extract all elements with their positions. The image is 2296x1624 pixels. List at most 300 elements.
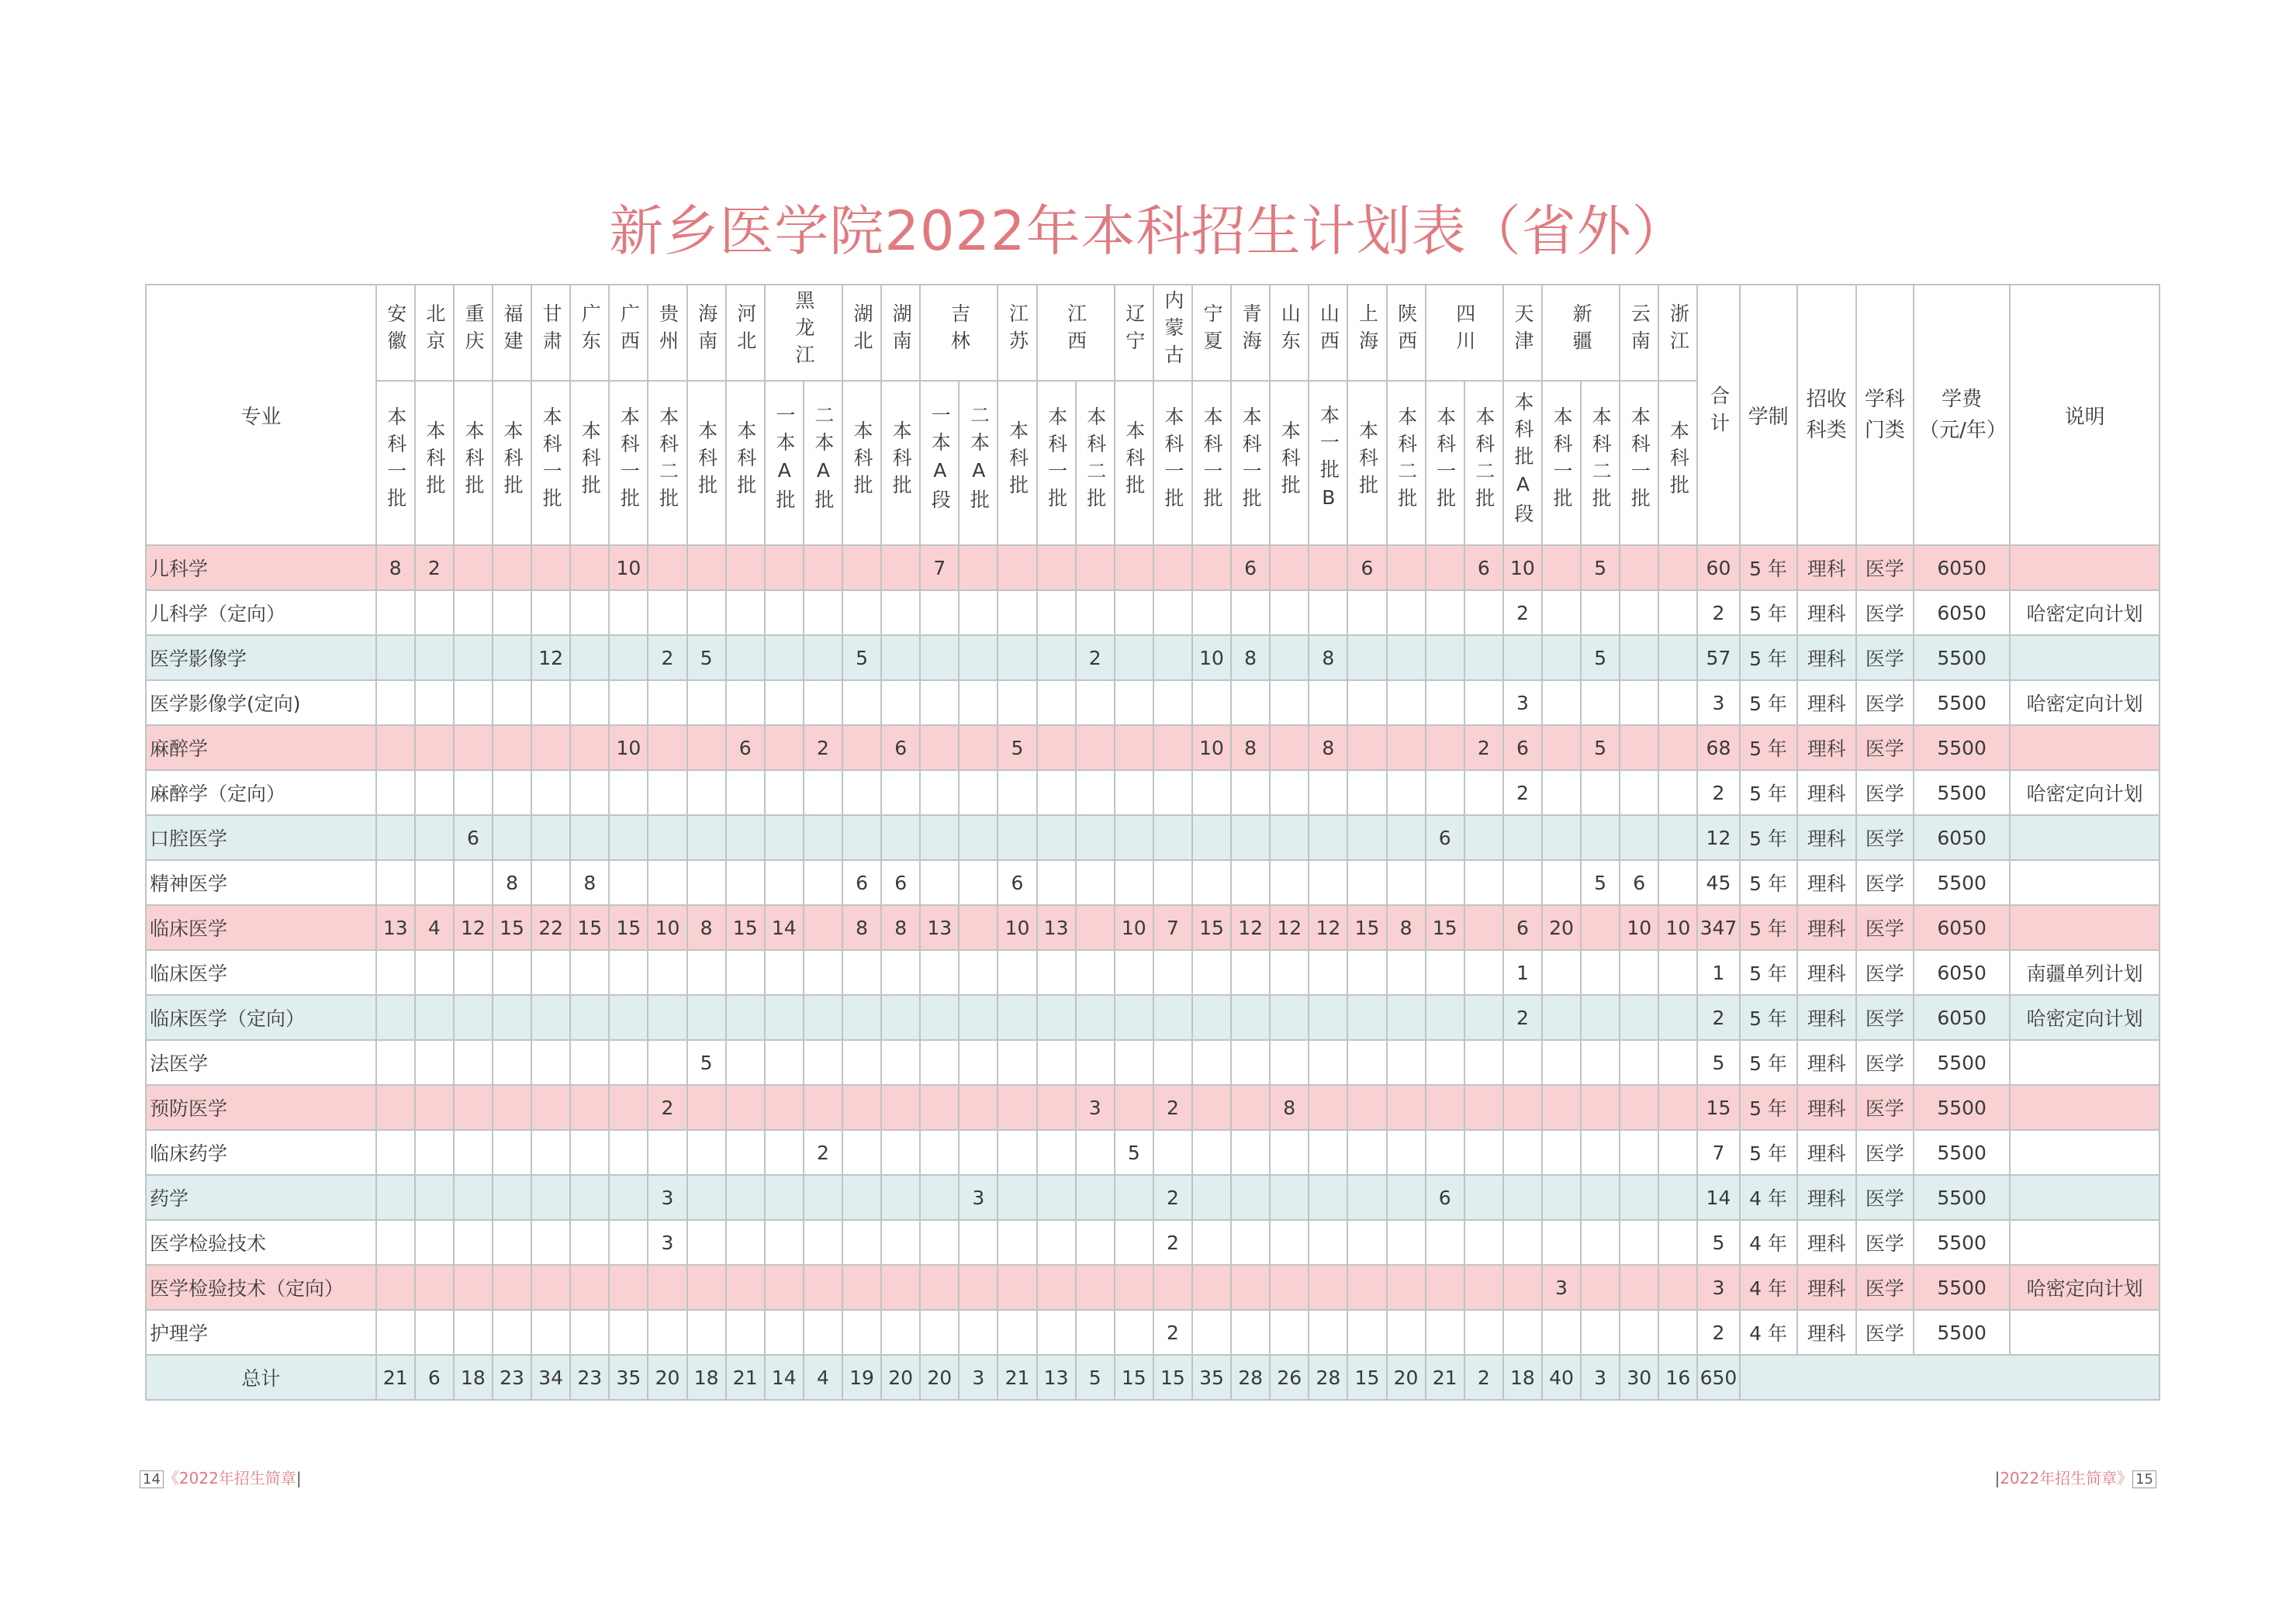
cell-count — [531, 1220, 570, 1265]
cell-count — [1076, 545, 1115, 590]
divider: | — [296, 1469, 302, 1488]
cell-major: 医学检验技术（定向） — [146, 1265, 376, 1310]
cell-count — [1387, 1130, 1426, 1175]
cell-discipline: 医学 — [1856, 815, 1914, 860]
cell-count — [804, 860, 842, 905]
cell-count — [920, 1175, 959, 1220]
cell-count: 10 — [1503, 545, 1542, 590]
header-batch — [1037, 381, 1076, 545]
cell-category: 理科 — [1797, 995, 1856, 1040]
cell-count — [531, 545, 570, 590]
batch-name: 本科一批 — [1433, 406, 1457, 515]
cell-count — [959, 725, 998, 770]
cell-count: 2 — [1503, 590, 1542, 635]
arrow-right-icon: 》 — [2117, 1469, 2133, 1488]
cell-count — [1115, 1265, 1153, 1310]
cell-count — [648, 995, 686, 1040]
cell-count — [1037, 590, 1076, 635]
cell-count — [531, 590, 570, 635]
cell-count — [415, 725, 454, 770]
cell-count — [1076, 1040, 1115, 1085]
cell-category: 理科 — [1797, 635, 1856, 680]
batch-name: 本科一批 — [1240, 406, 1263, 515]
cell-province-total: 15 — [1347, 1355, 1386, 1400]
batch-name: 本科批 — [1122, 420, 1146, 502]
header-province — [1270, 285, 1309, 381]
cell-total: 2 — [1697, 590, 1739, 635]
cell-discipline: 医学 — [1856, 770, 1914, 815]
cell-count — [415, 860, 454, 905]
cell-count — [804, 1220, 842, 1265]
cell-major: 麻醉学（定向） — [146, 770, 376, 815]
cell-count: 5 — [687, 1040, 726, 1085]
cell-count — [1037, 545, 1076, 590]
cell-count: 12 — [454, 905, 493, 950]
cell-duration: 5 年 — [1740, 635, 1797, 680]
cell-count — [726, 1175, 765, 1220]
cell-count — [1347, 635, 1386, 680]
cell-count — [415, 1085, 454, 1130]
cell-count — [1037, 680, 1076, 725]
cell-count — [1309, 815, 1347, 860]
cell-count — [376, 770, 415, 815]
page-title: 新乡医学院2022年本科招生计划表（省外） — [609, 199, 1687, 263]
cell-count — [1231, 995, 1270, 1040]
cell-major: 医学检验技术 — [146, 1220, 376, 1265]
cell-category: 理科 — [1797, 1175, 1856, 1220]
cell-count: 8 — [687, 905, 726, 950]
cell-count — [1309, 590, 1347, 635]
cell-count — [765, 1040, 804, 1085]
cell-count — [1542, 860, 1581, 905]
cell-fee: 5500 — [1914, 770, 2010, 815]
cell-count: 5 — [998, 725, 1036, 770]
cell-count — [1542, 1085, 1581, 1130]
batch-name: 本科一批 — [1628, 406, 1651, 515]
cell-province-total: 28 — [1309, 1355, 1347, 1400]
cell-count — [1115, 1220, 1153, 1265]
cell-count — [842, 680, 881, 725]
table-row — [146, 860, 2159, 905]
cell-count — [415, 1265, 454, 1310]
cell-count — [726, 1040, 765, 1085]
cell-major: 口腔医学 — [146, 815, 376, 860]
cell-count: 10 — [1192, 725, 1231, 770]
cell-count — [959, 1085, 998, 1130]
cell-note — [2010, 635, 2159, 680]
cell-count — [415, 1130, 454, 1175]
cell-count — [415, 635, 454, 680]
cell-count: 12 — [1231, 905, 1270, 950]
cell-count — [1270, 1130, 1309, 1175]
cell-duration: 5 年 — [1740, 545, 1797, 590]
batch-name: 本科一批 — [384, 406, 407, 515]
cell-count — [842, 1175, 881, 1220]
cell-count — [765, 1310, 804, 1355]
cell-count — [1231, 1130, 1270, 1175]
cell-total-label: 总计 — [146, 1355, 376, 1400]
cell-count: 8 — [1387, 905, 1426, 950]
cell-count — [1347, 1175, 1386, 1220]
cell-count: 5 — [842, 635, 881, 680]
cell-count — [726, 1265, 765, 1310]
cell-count — [1581, 680, 1620, 725]
cell-count — [1387, 950, 1426, 995]
footer-right — [1994, 1466, 2156, 1488]
cell-count — [765, 995, 804, 1040]
header-province — [1503, 285, 1542, 381]
cell-count — [454, 995, 493, 1040]
cell-count — [1037, 1085, 1076, 1130]
header-batch — [415, 381, 454, 545]
cell-major: 麻醉学 — [146, 725, 376, 770]
cell-count — [920, 1265, 959, 1310]
cell-province-total: 40 — [1542, 1355, 1581, 1400]
cell-count — [376, 635, 415, 680]
cell-province-total: 18 — [687, 1355, 726, 1400]
cell-count — [1037, 1265, 1076, 1310]
cell-count — [1115, 725, 1153, 770]
batch-name: 本科批 — [851, 420, 874, 502]
cell-count — [1426, 725, 1464, 770]
cell-count — [1464, 635, 1503, 680]
header-province — [415, 285, 454, 381]
cell-count — [765, 1265, 804, 1310]
cell-count — [1620, 1175, 1658, 1220]
cell-category: 理科 — [1797, 590, 1856, 635]
cell-fee: 5500 — [1914, 725, 2010, 770]
cell-province-total: 3 — [959, 1355, 998, 1400]
cell-count — [1542, 1175, 1581, 1220]
cell-count: 10 — [609, 545, 648, 590]
cell-count — [609, 1220, 648, 1265]
cell-count — [1658, 590, 1697, 635]
cell-count — [1658, 725, 1697, 770]
cell-count — [1581, 995, 1620, 1040]
cell-count — [648, 725, 686, 770]
table-row — [146, 950, 2159, 995]
header-province — [1426, 285, 1503, 381]
cell-count — [1309, 770, 1347, 815]
cell-count: 15 — [1347, 905, 1386, 950]
cell-count — [998, 1085, 1036, 1130]
header-batch — [1426, 381, 1464, 545]
cell-count — [1192, 590, 1231, 635]
cell-count — [609, 1265, 648, 1310]
cell-count — [842, 950, 881, 995]
cell-count — [1192, 950, 1231, 995]
cell-count: 6 — [454, 815, 493, 860]
table-row — [146, 905, 2159, 950]
cell-count — [493, 1310, 531, 1355]
cell-count: 8 — [570, 860, 609, 905]
province-name: 广西 — [617, 303, 641, 358]
province-name: 福建 — [501, 303, 524, 358]
batch-name: 本科批 — [1356, 420, 1379, 502]
batch-name: 本科二批 — [1589, 406, 1613, 515]
cell-note — [2010, 1085, 2159, 1130]
cell-count — [415, 1220, 454, 1265]
cell-count — [881, 1220, 920, 1265]
cell-count — [493, 635, 531, 680]
cell-count: 15 — [1192, 905, 1231, 950]
cell-count — [1387, 1265, 1426, 1310]
cell-count — [920, 590, 959, 635]
cell-total: 57 — [1697, 635, 1739, 680]
cell-province-total: 19 — [842, 1355, 881, 1400]
cell-count: 2 — [1503, 770, 1542, 815]
cell-count — [998, 635, 1036, 680]
cell-count — [570, 815, 609, 860]
cell-province-total: 13 — [1037, 1355, 1076, 1400]
cell-count — [765, 725, 804, 770]
cell-count — [1231, 1265, 1270, 1310]
cell-discipline: 医学 — [1856, 1130, 1914, 1175]
cell-fee: 5500 — [1914, 635, 2010, 680]
table-row — [146, 680, 2159, 725]
cell-count — [998, 590, 1036, 635]
cell-count — [1542, 770, 1581, 815]
cell-count — [1192, 860, 1231, 905]
batch-name: 本科一批 — [540, 406, 563, 515]
cell-count — [920, 635, 959, 680]
cell-discipline: 医学 — [1856, 545, 1914, 590]
cell-count — [493, 545, 531, 590]
header-province — [1347, 285, 1386, 381]
cell-category: 理科 — [1797, 545, 1856, 590]
cell-count: 6 — [842, 860, 881, 905]
cell-count — [1387, 1175, 1426, 1220]
cell-category: 理科 — [1797, 1310, 1856, 1355]
cell-count — [687, 1265, 726, 1310]
batch-name: 本科二批 — [1084, 406, 1107, 515]
cell-province-total: 21 — [1426, 1355, 1464, 1400]
header-batch — [1309, 381, 1347, 545]
cell-total: 3 — [1697, 680, 1739, 725]
divider: | — [1994, 1469, 2000, 1488]
cell-count — [765, 770, 804, 815]
province-name: 江西 — [1064, 303, 1087, 358]
cell-count — [1037, 1220, 1076, 1265]
cell-count: 15 — [493, 905, 531, 950]
header-discipline — [1856, 285, 1914, 545]
cell-count — [1231, 950, 1270, 995]
cell-count — [920, 815, 959, 860]
cell-province-total: 23 — [493, 1355, 531, 1400]
cell-count — [1076, 1175, 1115, 1220]
cell-count — [1115, 635, 1153, 680]
page-number-right: 15 — [2132, 1470, 2156, 1488]
cell-count — [1542, 950, 1581, 995]
cell-count: 3 — [1076, 1085, 1115, 1130]
table-row — [146, 1265, 2159, 1310]
cell-count — [648, 590, 686, 635]
cell-count — [765, 680, 804, 725]
cell-count: 2 — [1153, 1175, 1192, 1220]
cell-count — [648, 1265, 686, 1310]
cell-count — [1037, 1130, 1076, 1175]
cell-count: 6 — [1347, 545, 1386, 590]
cell-fee: 5500 — [1914, 1220, 2010, 1265]
header-province — [726, 285, 765, 381]
cell-count — [1347, 1220, 1386, 1265]
cell-count — [1270, 860, 1309, 905]
cell-count — [1153, 545, 1192, 590]
cell-count — [687, 770, 726, 815]
cell-count — [1426, 1310, 1464, 1355]
cell-count — [1387, 590, 1426, 635]
cell-duration: 5 年 — [1740, 770, 1797, 815]
cell-count — [415, 815, 454, 860]
cell-count: 12 — [1309, 905, 1347, 950]
table-row — [146, 545, 2159, 590]
header-batch — [570, 381, 609, 545]
header-province — [1192, 285, 1231, 381]
cell-count — [648, 770, 686, 815]
cell-count — [1037, 1040, 1076, 1085]
cell-count — [765, 860, 804, 905]
table-row — [146, 1040, 2159, 1085]
cell-count: 6 — [881, 725, 920, 770]
cell-count — [1658, 635, 1697, 680]
cell-duration: 4 年 — [1740, 1220, 1797, 1265]
cell-count — [842, 725, 881, 770]
cell-count — [1620, 1085, 1658, 1130]
cell-count: 6 — [1464, 545, 1503, 590]
cell-count — [648, 545, 686, 590]
cell-count — [454, 1310, 493, 1355]
cell-count — [1347, 1040, 1386, 1085]
cell-count — [1658, 950, 1697, 995]
cell-count — [1309, 1220, 1347, 1265]
cell-count — [1542, 725, 1581, 770]
cell-count — [1426, 1220, 1464, 1265]
cell-count — [1347, 1085, 1386, 1130]
cell-count — [493, 1220, 531, 1265]
cell-count: 2 — [415, 545, 454, 590]
cell-empty — [1740, 1355, 2159, 1400]
cell-count — [998, 1040, 1036, 1085]
cell-province-total: 23 — [570, 1355, 609, 1400]
cell-count — [804, 1175, 842, 1220]
cell-count — [1658, 680, 1697, 725]
cell-count — [454, 1220, 493, 1265]
cell-count — [1309, 545, 1347, 590]
cell-discipline: 医学 — [1856, 1040, 1914, 1085]
header-province — [998, 285, 1036, 381]
table-row — [146, 995, 2159, 1040]
cell-count — [842, 815, 881, 860]
cell-count — [570, 950, 609, 995]
cell-count — [1503, 1040, 1542, 1085]
cell-province-total: 28 — [1231, 1355, 1270, 1400]
cell-count — [687, 1175, 726, 1220]
cell-count — [804, 905, 842, 950]
header-discipline-label: 学科门类 — [1864, 388, 1905, 442]
cell-count — [648, 860, 686, 905]
cell-category: 理科 — [1797, 815, 1856, 860]
cell-count — [1464, 905, 1503, 950]
cell-discipline: 医学 — [1856, 635, 1914, 680]
cell-count — [804, 770, 842, 815]
cell-count — [376, 1040, 415, 1085]
cell-count: 3 — [1542, 1265, 1581, 1310]
cell-count — [376, 1085, 415, 1130]
cell-note: 南疆单列计划 — [2010, 950, 2159, 995]
province-name: 新疆 — [1570, 303, 1593, 358]
cell-note — [2010, 1175, 2159, 1220]
cell-duration: 4 年 — [1740, 1265, 1797, 1310]
cell-count: 6 — [1503, 905, 1542, 950]
cell-count: 15 — [570, 905, 609, 950]
cell-count — [959, 1265, 998, 1310]
cell-count — [415, 1175, 454, 1220]
cell-count — [1542, 545, 1581, 590]
cell-count — [1503, 635, 1542, 680]
cell-major: 临床药学 — [146, 1130, 376, 1175]
cell-note — [2010, 1310, 2159, 1355]
cell-count — [1231, 680, 1270, 725]
province-name: 天津 — [1511, 303, 1534, 358]
cell-major: 临床医学 — [146, 950, 376, 995]
cell-count — [1387, 680, 1426, 725]
header-batch — [609, 381, 648, 545]
cell-count — [998, 770, 1036, 815]
cell-duration: 5 年 — [1740, 680, 1797, 725]
batch-name: 一本A批 — [773, 405, 796, 517]
header-province — [1153, 285, 1192, 381]
cell-total: 68 — [1697, 725, 1739, 770]
cell-count — [998, 1130, 1036, 1175]
cell-count — [415, 770, 454, 815]
cell-count — [1076, 1265, 1115, 1310]
cell-fee: 5500 — [1914, 1175, 2010, 1220]
cell-count: 13 — [920, 905, 959, 950]
cell-count: 15 — [609, 905, 648, 950]
cell-discipline: 医学 — [1856, 680, 1914, 725]
cell-count — [687, 680, 726, 725]
cell-count: 10 — [1115, 905, 1153, 950]
enrollment-plan-table — [145, 284, 2160, 1401]
cell-count — [1503, 1220, 1542, 1265]
cell-major: 法医学 — [146, 1040, 376, 1085]
cell-count — [1309, 860, 1347, 905]
cell-count: 2 — [804, 725, 842, 770]
cell-note: 哈密定向计划 — [2010, 590, 2159, 635]
header-batch — [1076, 381, 1115, 545]
cell-duration: 5 年 — [1740, 1040, 1797, 1085]
table-row — [146, 770, 2159, 815]
cell-count — [1153, 815, 1192, 860]
cell-count — [1153, 590, 1192, 635]
cell-count — [1115, 770, 1153, 815]
cell-count — [1309, 1040, 1347, 1085]
cell-count — [920, 725, 959, 770]
cell-count — [765, 815, 804, 860]
cell-note — [2010, 1220, 2159, 1265]
batch-name: 本科一批 — [617, 406, 641, 515]
cell-province-total: 20 — [881, 1355, 920, 1400]
cell-count — [1076, 590, 1115, 635]
province-name: 江苏 — [1006, 303, 1029, 358]
cell-count — [1192, 995, 1231, 1040]
batch-name: 本一批B — [1317, 405, 1340, 517]
cell-discipline: 医学 — [1856, 1310, 1914, 1355]
cell-fee: 6050 — [1914, 905, 2010, 950]
cell-count — [609, 950, 648, 995]
cell-count — [1270, 1040, 1309, 1085]
batch-name: 本科一批 — [1045, 406, 1068, 515]
